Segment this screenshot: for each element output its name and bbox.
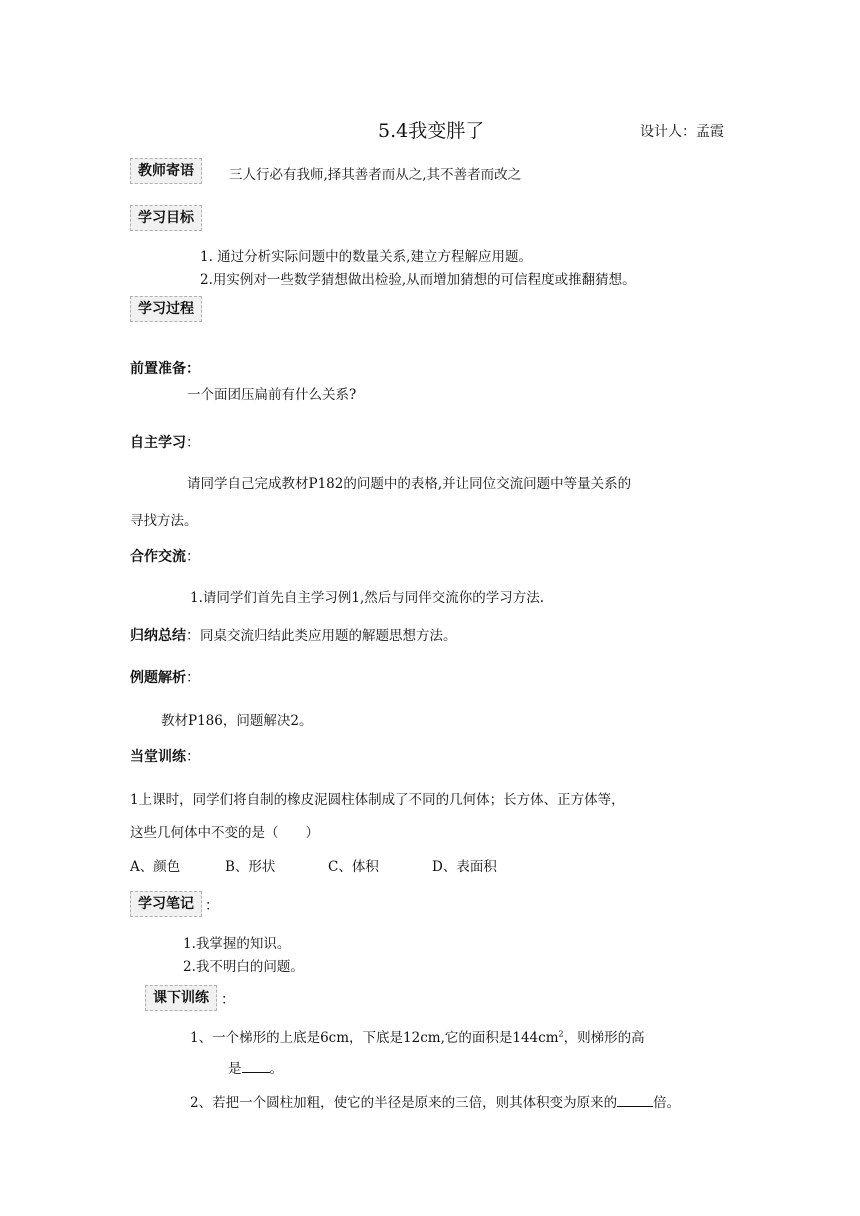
homework-q1-line-1: [190, 1026, 645, 1046]
self-study-line-1: 请同学自己完成教材P182的问题中的表格,并让同位交流问题中等量关系的: [187, 476, 632, 492]
homework-colon: ：: [221, 992, 235, 1008]
homework-label: 课下训练: [145, 985, 217, 1011]
homework-q2-answer-blank[interactable]: [617, 1092, 653, 1107]
summary-text: 同桌交流归结此类应用题的解题思想方法。: [200, 628, 457, 644]
homework-q2-text-a: 2、若把一个圆柱加粗，使它的半径是原来的三倍，则其体积变为原来的: [190, 1095, 618, 1111]
cooperate-colon: ：: [186, 549, 200, 565]
practice-colon: ：: [186, 749, 200, 765]
preparation-heading: 前置准备：: [130, 361, 200, 377]
practice-heading: 当堂训练: [130, 749, 186, 765]
goal-item-2: 2.用实例对一些数学猜想做出检验,从而增加猜想的可信程度或推翻猜想。: [200, 272, 636, 288]
cooperate-heading-row: [130, 546, 200, 566]
homework-q2-line: [190, 1091, 680, 1111]
goal-item-1: 1. 通过分析实际问题中的数量关系,建立方程解应用题。: [200, 249, 532, 265]
notes-colon: ：: [205, 898, 219, 914]
preparation-text: 一个面团压扁前有什么关系?: [187, 387, 357, 403]
homework-q1-answer-blank[interactable]: [242, 1058, 270, 1073]
notes-label: 学习笔记: [130, 891, 202, 917]
notes-item-2: 2.我不明白的问题。: [183, 959, 304, 975]
document-title: 5.4我变胖了: [378, 120, 485, 142]
homework-q2-text-b: 倍。: [653, 1095, 681, 1111]
self-study-heading: 自主学习: [130, 435, 186, 451]
self-study-line-2: 寻找方法。: [130, 513, 198, 529]
example-heading: 例题解析: [130, 670, 186, 686]
cooperate-heading: 合作交流: [130, 549, 186, 565]
example-heading-row: [130, 667, 200, 687]
practice-option-c: C、体积: [328, 859, 379, 875]
homework-q1-text-b: ，则梯形的高: [563, 1030, 645, 1046]
practice-option-b: B、形状: [225, 859, 276, 875]
summary-row: [130, 624, 457, 645]
homework-q1-text-a: 1、一个梯形的上底是6cm，下底是12cm,它的面积是144cm: [190, 1030, 559, 1046]
self-study-heading-row: [130, 432, 200, 452]
goals-label: 学习目标: [130, 205, 202, 231]
practice-question-line-1: 1上课时，同学们将自制的橡皮泥圆柱体制成了不同的几何体；长方体、正方体等，: [130, 792, 625, 808]
homework-q1-text-c: 是: [228, 1061, 242, 1077]
homework-q1-superscript: 2: [558, 1029, 564, 1039]
homework-q1-line-2: [228, 1057, 283, 1077]
practice-option-a: A、颜色: [130, 859, 181, 875]
designer-name: 设计人：孟霞: [640, 124, 724, 140]
homework-q1-text-d: 。: [269, 1061, 283, 1077]
practice-heading-row: [130, 746, 200, 766]
practice-question-line-2: 这些几何体中不变的是（ ）: [130, 825, 319, 841]
teacher-words-label: 教师寄语: [130, 158, 202, 184]
example-text: 教材P186，问题解决2。: [161, 713, 313, 729]
process-label: 学习过程: [130, 296, 202, 322]
practice-option-d: D、表面积: [432, 859, 497, 875]
cooperate-text: 1.请同学们首先自主学习例1,然后与同伴交流你的学习方法.: [190, 590, 545, 606]
notes-item-1: 1.我掌握的知识。: [183, 936, 291, 952]
summary-colon: ：: [186, 628, 200, 644]
self-study-colon: ：: [186, 435, 200, 451]
example-colon: ：: [186, 670, 200, 686]
teacher-words-text: 三人行必有我师,择其善者而从之,其不善者而改之: [229, 167, 522, 183]
summary-heading: 归纳总结: [130, 628, 186, 644]
